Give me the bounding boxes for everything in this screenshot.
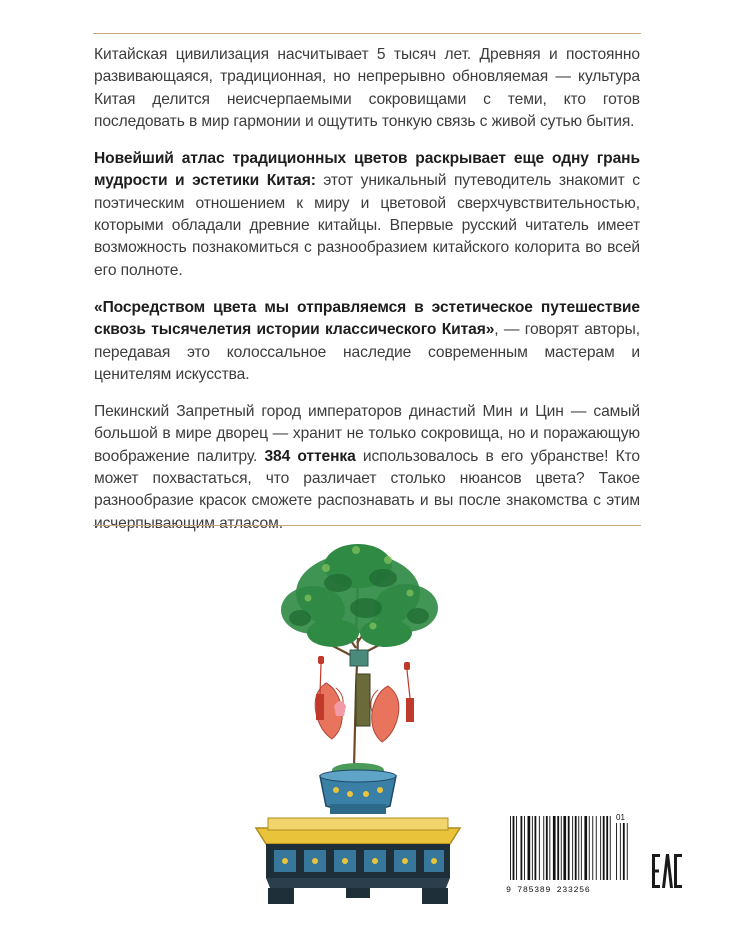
paragraph-3	[94, 297, 640, 386]
paragraph-2-bold: Новейший атлас традиционных цветов раскрывает еще одну грань мудрости и эстетики Китая:	[94, 150, 640, 190]
eac-mark	[651, 852, 683, 892]
paragraph-4-text-start: Пекинский Запретный город императоров династий Мин и Цин — самый большой в мире дворец — хранит не только сокровища, но и поражающую воображение палитру.	[94, 403, 640, 465]
isbn-barcode	[504, 812, 640, 894]
paragraph-4	[94, 401, 640, 535]
eac-mark-text	[651, 852, 652, 853]
jade-tree-illustration	[238, 538, 478, 910]
paragraph-3-quote: «Посредством цвета мы отправляемся в эстетическое путешествие сквозь тысячелетия истории классического Китая»	[94, 298, 640, 339]
paragraph-4-bold: 384 оттенка	[264, 447, 356, 465]
paragraph-1-text: Китайская цивилизация насчитывает 5 тысяч лет. Древняя и постоянно развивающаяся, традиционная, но непрерывно обновляемая — культура Китая делится неисчерпаемыми сокровищами с теми, кто готов последовать в мир гармонии и ощутить тонкую связь с живой сутью бытия.	[94, 46, 640, 130]
barcode-number: 9 785389 233256	[506, 885, 591, 894]
eac-mark-icon	[651, 852, 683, 892]
paragraph-1	[94, 44, 640, 133]
paragraph-2-text: этот уникальный путеводитель знакомит с поэтическим отношением к миру и цветовой сверхчувствительностью, которыми обладали древние китайцы. Впервые русский читатель имеет возможность познакомиться с разнообразием китайского колорита во всей его полноте.	[94, 172, 640, 279]
bottom-divider	[93, 525, 641, 526]
barcode-addon: 01	[616, 813, 625, 822]
top-divider	[93, 33, 641, 34]
paragraph-3-text: , — говорят авторы, передавая это колоссальное наследие современным мастерам и ценителям искусства.	[94, 321, 640, 383]
description-text	[94, 44, 640, 550]
paragraph-4-text-end: использовалось в его убранстве! Кто может похвастаться, что различает столько нюансов цвета? Такое разнообразие красок сможете распознавать и вы после знакомства с этим исчерпывающим атласом.	[94, 447, 640, 532]
paragraph-2	[94, 148, 640, 282]
